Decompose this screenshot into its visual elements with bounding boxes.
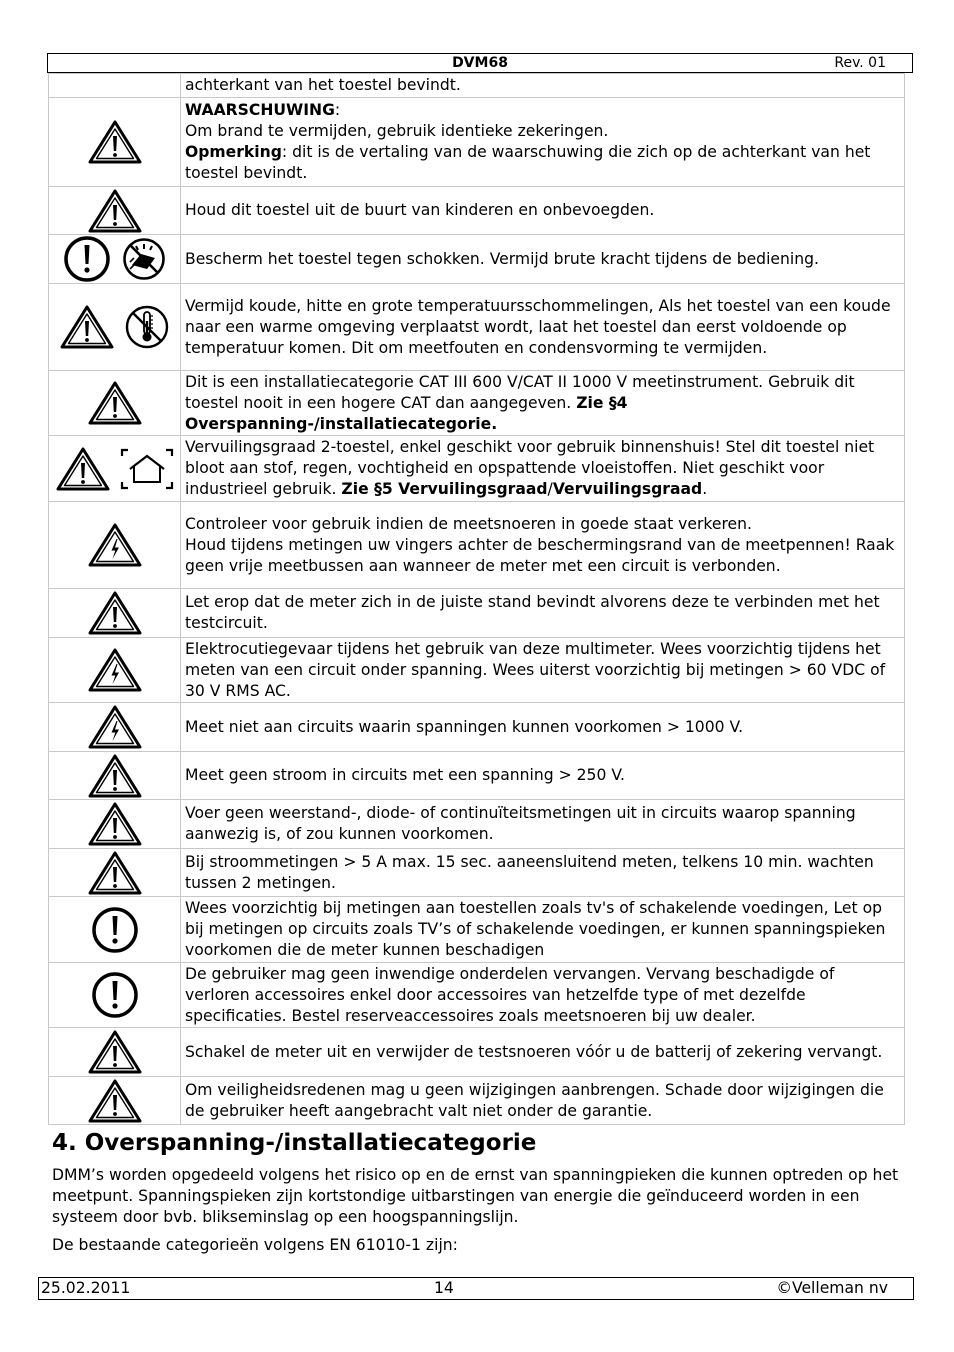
warning-text (181, 1077, 905, 1125)
text-span: Vervuilingsgraad 2-toestel, enkel geschikt voor gebruik binnenshuis! Stel dit toestel niet bloot aan stof, regen, vochtigheid en opspattende vloeistoffen. Niet geschikt voor industrieel gebruik. (185, 438, 875, 498)
icon-cell (49, 74, 181, 98)
warning-row (49, 703, 905, 752)
icon-cell (49, 638, 181, 703)
revision: Rev. 01 (834, 55, 886, 71)
icon-cell (49, 284, 181, 371)
warning-text (181, 187, 905, 235)
warning-row (49, 963, 905, 1028)
warning-row (49, 284, 905, 371)
warning-text (181, 284, 905, 371)
section-paragraph: DMM’s worden opgedeeld volgens het risico op en de ernst van spanningpieken die kunnen optreden op het meetpunt. Spanningspieken zijn kortstondige uitbarstingen van energie die geïnduceerd worden in een systeem door bvb. blikseminslag op een hoogspanningslijn. (52, 1166, 899, 1226)
caution-circle-icon (49, 906, 180, 954)
warning-text (181, 897, 905, 963)
text-span: : (334, 101, 341, 119)
warning-text (181, 502, 905, 589)
caution-circle-icon (63, 235, 111, 283)
text-span: Om veiligheidsredenen mag u geen wijzigingen aanbrengen. Schade door wijzigingen die de gebruiker heeft aangebracht valt niet onder de garantie. (185, 1080, 884, 1120)
warning-text (181, 703, 905, 752)
copyright: ©Velleman nv (776, 1279, 888, 1297)
no-temperature-icon (124, 303, 170, 351)
warning-text (181, 638, 905, 703)
warning-icon (49, 590, 180, 636)
icon-cell (49, 98, 181, 187)
icon-cell (49, 963, 181, 1028)
text-span: Dit is een installatiecategorie CAT III 600 V/CAT II 1000 V meetinstrument. Gebruik dit toestel nooit in een hogere CAT dan aangegeven. (185, 372, 855, 412)
no-shock-icon (121, 236, 167, 282)
warning-icon (49, 119, 180, 165)
warning-icon (49, 753, 180, 799)
page-header (47, 53, 913, 73)
footer-date: 25.02.2011 (41, 1279, 131, 1297)
icon-cell (49, 502, 181, 589)
warning-row (49, 638, 905, 703)
warning-icon (56, 446, 110, 492)
icon-cell (49, 235, 181, 284)
bold-text: Zie §5 Vervuilingsgraad (341, 480, 548, 498)
page-number: 14 (434, 1279, 454, 1297)
bold-text: Opmerking (185, 143, 282, 161)
icon-cell (49, 187, 181, 235)
warning-icon (49, 801, 180, 847)
icon-cell (49, 849, 181, 897)
icon-cell (49, 897, 181, 963)
warning-text (181, 1028, 905, 1077)
electric-hazard-icon (49, 704, 180, 750)
warning-text (181, 752, 905, 800)
warning-row (49, 371, 905, 436)
model-name: DVM68 (452, 55, 508, 71)
icon-cell (49, 800, 181, 849)
text-span: / (547, 480, 553, 498)
warning-row (49, 752, 905, 800)
warning-row (49, 800, 905, 849)
warning-icon (49, 850, 180, 896)
bold-text: Vervuilingsgraad (552, 480, 703, 498)
text-span: Elektrocutiegevaar tijdens het gebruik van deze multimeter. Wees voorzichtig tijdens het meten van een circuit onder spanning. Wees uiterst voorzichtig bij metingen > 60 VDC of 30 V RMS AC. (185, 639, 886, 700)
text-span: Houd tijdens metingen uw vingers achter de beschermingsrand van de meetpennen! Raak geen vrije meetbussen aan wanneer de meter met een circuit is verbonden. (185, 535, 895, 575)
text-span: Bescherm het toestel tegen schokken. Vermijd brute kracht tijdens de bediening. (185, 249, 819, 268)
icon-cell (49, 1077, 181, 1125)
warning-text (181, 436, 905, 502)
caution-circle-icon (49, 971, 180, 1019)
text-span: Controleer voor gebruik indien de meetsnoeren in goede staat verkeren. (185, 514, 752, 533)
warning-row (49, 897, 905, 963)
warning-row (49, 1077, 905, 1125)
warning-icon (49, 1029, 180, 1075)
warning-text (181, 800, 905, 849)
text-span: Meet niet aan circuits waarin spanningen kunnen voorkomen > 1000 V. (185, 717, 744, 736)
text-span: Houd dit toestel uit de buurt van kinderen en onbevoegden. (185, 201, 655, 219)
warning-text (181, 98, 905, 187)
warning-row (49, 849, 905, 897)
warning-icon (49, 380, 180, 426)
warning-row (49, 235, 905, 284)
bold-text: WAARSCHUWING (185, 101, 335, 119)
icon-cell (49, 436, 181, 502)
warning-text (181, 371, 905, 436)
text-span: . (702, 480, 708, 498)
warning-text (181, 963, 905, 1028)
warning-row (49, 436, 905, 502)
warning-row (49, 589, 905, 638)
icon-cell (49, 1028, 181, 1077)
warning-icon (49, 188, 180, 234)
warning-text (181, 235, 905, 284)
warning-text (181, 74, 905, 98)
icon-cell (49, 371, 181, 436)
icon-cell (49, 703, 181, 752)
text-span: Bij stroommetingen > 5 A max. 15 sec. aaneensluitend meten, telkens 10 min. wachten tussen 2 metingen. (185, 852, 874, 892)
section-paragraph: De bestaande categorieën volgens EN 61010-1 zijn: (52, 1236, 458, 1254)
text-span: Schakel de meter uit en verwijder de testsnoeren vóór u de batterij of zekering vervangt. (185, 1042, 883, 1061)
text-span: Om brand te vermijden, gebruik identieke zekeringen. (185, 122, 609, 140)
warning-row (49, 187, 905, 235)
warning-icon (60, 304, 114, 350)
text-span: : dit is de vertaling van de waarschuwing die zich op de achterkant van het toestel bevindt. (185, 143, 871, 182)
icon-cell (49, 752, 181, 800)
page-footer (38, 1277, 914, 1300)
warning-text (181, 589, 905, 638)
warning-row (49, 502, 905, 589)
section-heading: 4. Overspanning-/installatiecategorie (52, 1130, 537, 1156)
text-span: Wees voorzichtig bij metingen aan toestellen zoals tv's of schakelende voedingen, Let op bij metingen op circuits zoals TV’s of schakelende voedingen, er kunnen spanningspieken voorkomen die de meter kunnen beschadigen (185, 899, 886, 959)
text-span: Voer geen weerstand-, diode- of continuïteitsmetingen uit in circuits waarop spanning aanwezig is, of zou kunnen voorkomen. (185, 804, 856, 843)
warning-row (49, 98, 905, 187)
icon-cell (49, 589, 181, 638)
electric-hazard-icon (49, 522, 180, 568)
warning-row (49, 74, 905, 98)
text-span: De gebruiker mag geen inwendige onderdelen vervangen. Vervang beschadigde of verloren accessoires enkel door accessoires van hetzelfde type of met dezelfde specificaties. Bestel reserveaccessoires zoals meetsnoeren bij uw dealer. (185, 964, 835, 1025)
electric-hazard-icon (49, 647, 180, 693)
safety-table (48, 73, 905, 1125)
warning-row (49, 1028, 905, 1077)
text-span: Let erop dat de meter zich in de juiste stand bevindt alvorens deze te verbinden met het testcircuit. (185, 593, 880, 632)
text-span: Vermijd koude, hitte en grote temperatuursschommelingen, Als het toestel van een koude naar een warme omgeving verplaatst wordt, laat het toestel dan eerst voldoende op temperatuur komen. Dit om meetfouten en condensvorming te vermijden. (185, 296, 891, 357)
indoor-house-icon (120, 448, 174, 490)
text-span: Meet geen stroom in circuits met een spanning > 250 V. (185, 766, 625, 784)
warning-text (181, 849, 905, 897)
warning-icon (49, 1078, 180, 1124)
text-span: achterkant van het toestel bevindt. (185, 76, 461, 94)
bold-text: Zie §4 Overspanning-/installatiecategorie. (185, 393, 628, 433)
